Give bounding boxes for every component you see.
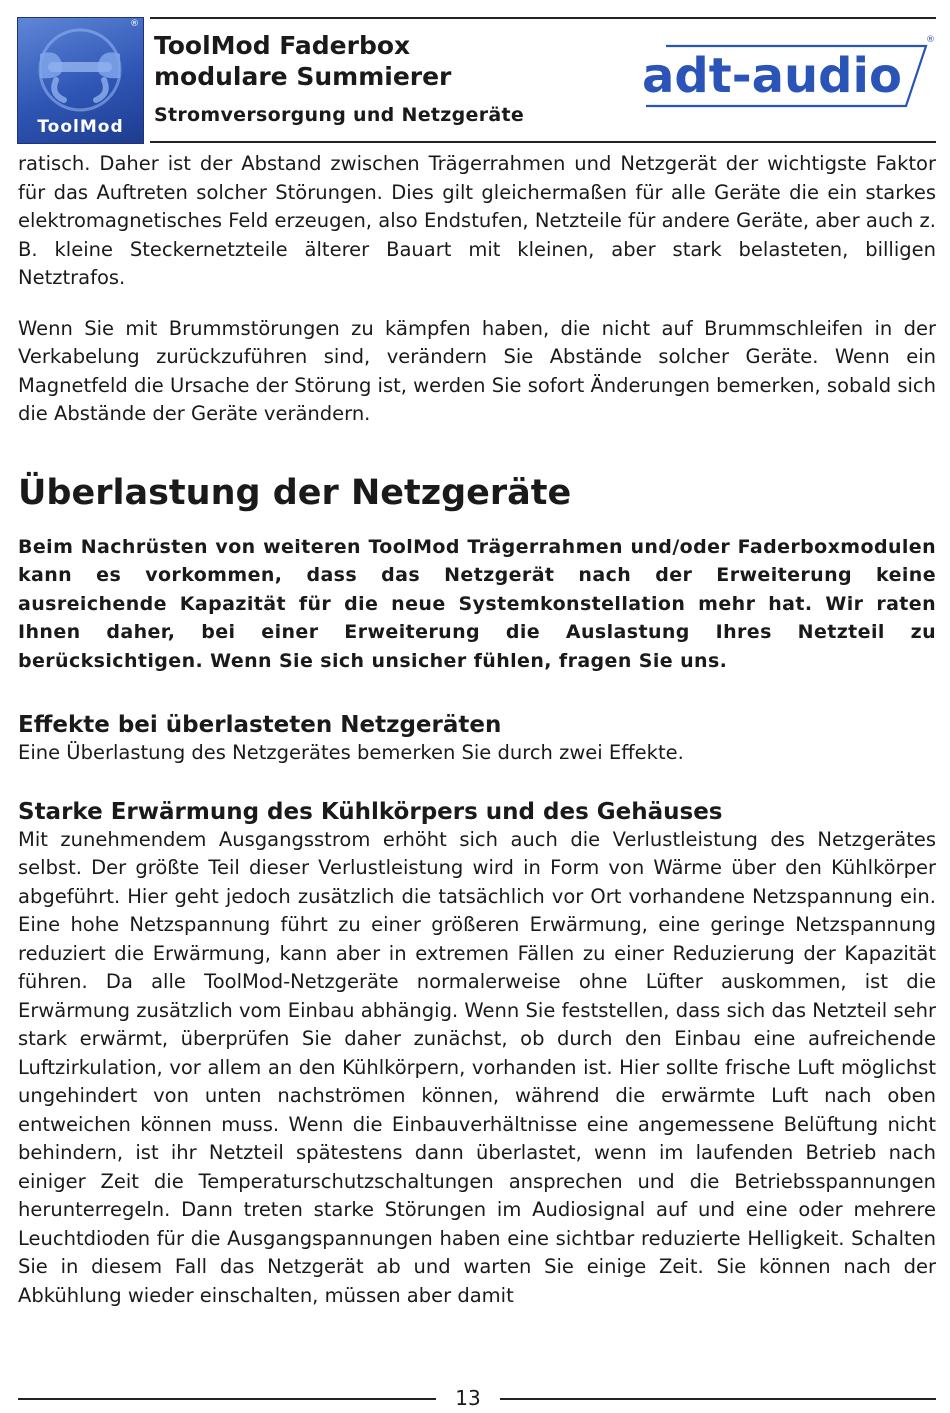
document-title (154, 30, 451, 92)
toolmod-logo (17, 17, 144, 144)
header-rule-bottom (150, 141, 936, 143)
title-line-2: modulare Summierer (154, 62, 452, 91)
brand-name: adt-audio (642, 48, 902, 104)
paragraph-effects-intro: Eine Überlastung des Netzgerätes bemerken Sie durch zwei Effekte. (18, 741, 684, 764)
title-line-1: ToolMod Faderbox (154, 31, 411, 60)
footer-rule-right (500, 1398, 936, 1400)
footer-rule-left (18, 1398, 436, 1400)
paragraph-heating: Mit zunehmendem Ausgangsstrom erhöht sich auch die Verlustleistung des Netzgerätes selbst. Der größte Teil dieser Verlustleistung wird in Form von Wärme über den Kühlkörper abgeführt. Hier geht jedoch zusätzlich die tatsächlich vor Ort vorhandene Netzspannung ein. Eine hohe Netzspannung führt zu einer größeren Erwärmung, eine geringe Netzspannung reduziert die Erwärmung, kann aber in extremen Fällen zu einer Reduzierung der Kapazität führen. Da alle ToolMod-Netzgeräte normalerweise ohne Lüfter auskommen, ist die Erwärmung zusätzlich vom Einbau abhängig. Wenn Sie feststellen, dass sich das Netzteil sehr stark erwärmt, überprüfen Sie daher zunächst, ob durch den Einbau eine aufreichende Luftzirkulation, vor allem an den Kühlkörpern, vorhanden ist. Hier sollte frische Luft möglichst ungehindert von unten nachströmen können, während die erwärmte Luft nach oben entweichen können muss. Wenn die Einbauverhältnisse eine angemessene Belüftung nicht behindern, ist ihr Netzteil spätestens dann überlastet, wenn im laufenden Betrieb nach einiger Zeit die Temperaturschutzschaltungen ansprechen und die Betriebsspannungen herunterregeln. Dann treten starke Störungen im Audiosignal auf und eine oder mehrere Leuchtdioden für die Ausgangspannungen haben eine sichtbar reduzierte Helligkeit. Schalten Sie in diesem Fall das Netzgerät ab und warten Sie einige Zeit. Sie können nach der Abkühlung wieder einschalten, müssen aber damit (18, 827, 936, 1307)
page-number: 13 (455, 1386, 481, 1410)
page-header (0, 0, 950, 148)
chapter-subtitle: Stromversorgung und Netzgeräte (154, 104, 525, 126)
subheading-effects: Effekte bei überlasteten Netzgeräten (18, 712, 502, 738)
brand-registered-mark: ® (926, 35, 935, 45)
subheading-heating: Starke Erwärmung des Kühlkörpers und des Gehäuses (18, 798, 723, 825)
paragraph-hum-interference: Wenn Sie mit Brummstörungen zu kämpfen haben, die nicht auf Brummschleifen in der Verkabelung zurückzuführen sind, verändern Sie Abstände solcher Geräte. Wenn ein Magnetfeld die Ursache der Störung ist, werden Sie sofort Änderungen bemerken, sobald sich die Abstände der Geräte verändern. (18, 316, 936, 425)
adt-audio-logo (636, 32, 938, 114)
paragraph-continued: ratisch. Daher ist der Abstand zwischen Trägerrahmen und Netzgerät der wichtigste Faktor für das Auftreten solcher Störungen. Dies gilt gleichermaßen für alle Geräte die ein starkes elektromagnetisches Feld erzeugen, also Endstufen, Netzteile für andere Geräte, aber auch z. B. kleine Steckernetzteile älterer Bauart mit kleinen, aber stark belasteten, billigen Netztrafos. (18, 152, 936, 289)
header-rule-top (150, 17, 936, 19)
logo-wordmark: ToolMod (37, 117, 124, 137)
lead-paragraph: Beim Nachrüsten von weiteren ToolMod Trägerrahmen und/oder Faderboxmodulen kann es vorkommen, dass das Netzgerät nach der Erweiterung keine ausreichende Kapazität für die neue Systemkonstellation mehr hat. Wir raten Ihnen daher, bei einer Erweiterung die Auslastung Ihres Netzteil zu berücksichtigen. Wenn Sie sich unsicher fühlen, fragen Sie uns. (18, 535, 936, 672)
registered-mark: ® (130, 19, 139, 29)
section-heading: Überlastung der Netzgeräte (18, 472, 572, 513)
page-content (18, 150, 936, 1310)
